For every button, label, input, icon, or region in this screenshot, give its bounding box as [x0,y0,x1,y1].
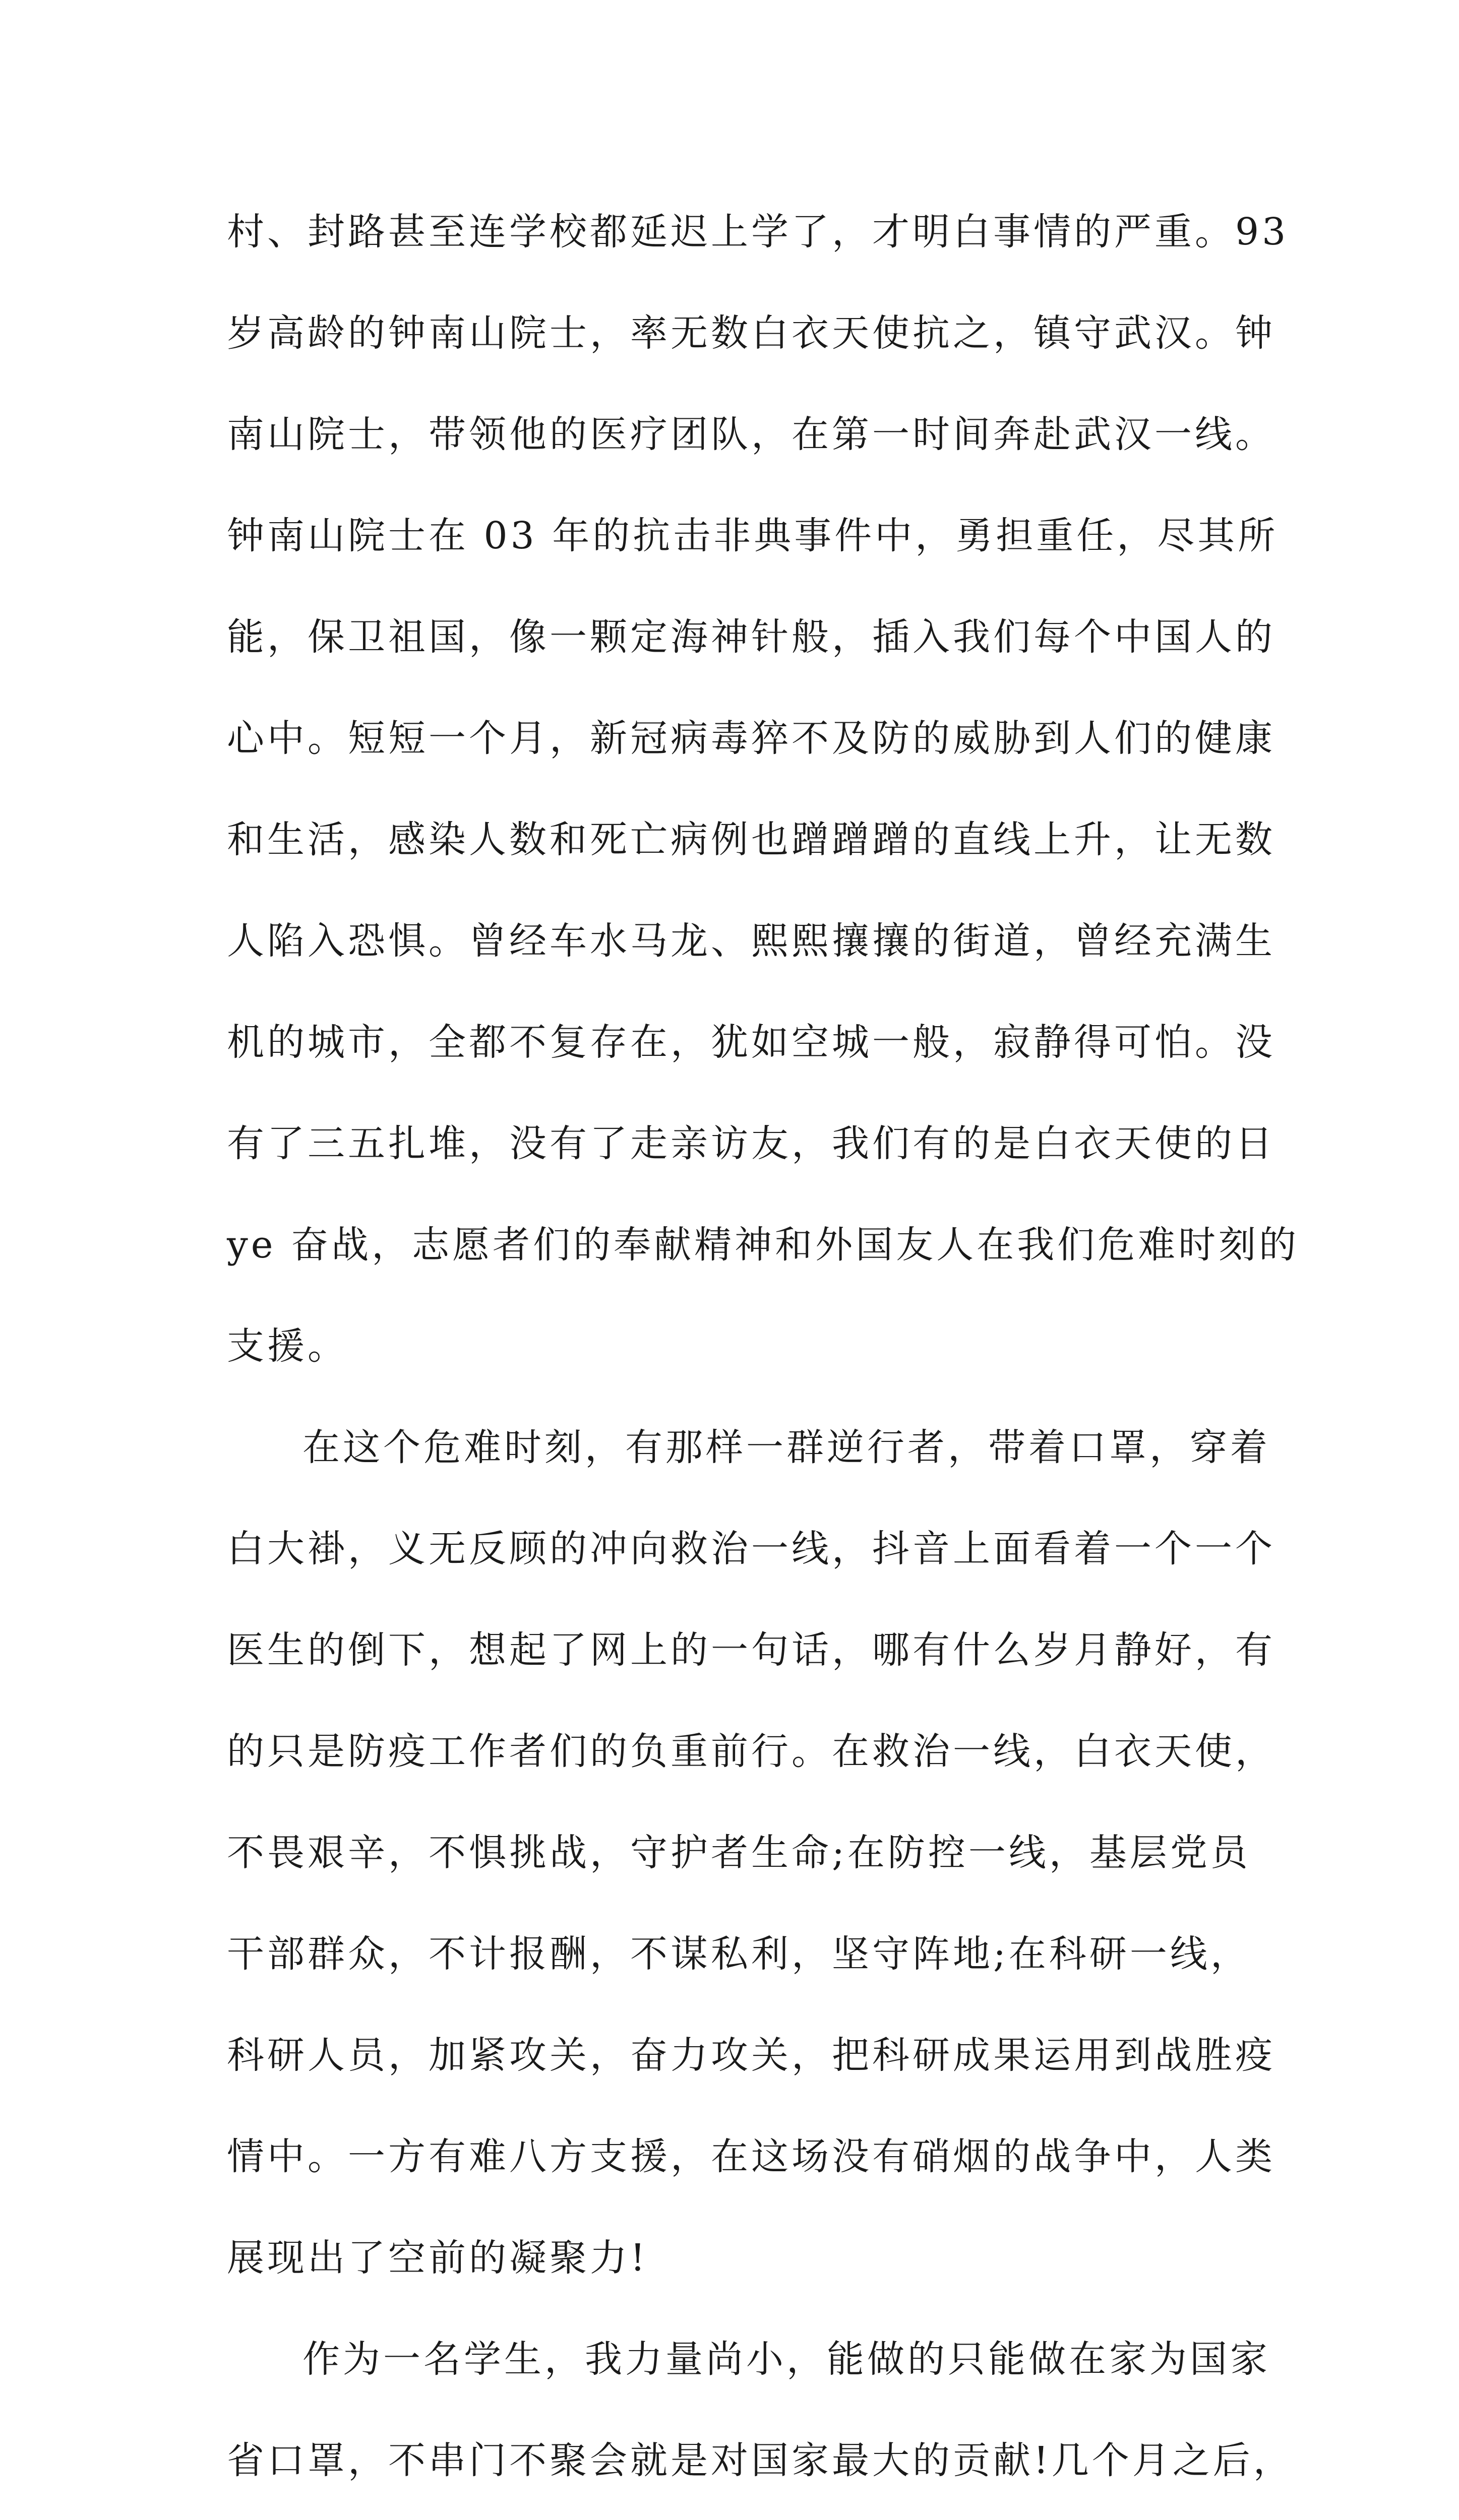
document-body [227,181,1300,2520]
text-line-indented: 作为一名学生，我力量尚小，能做的只能做在家为国家 [302,2338,1270,2381]
text-line: 心中。短短一个月，新冠病毒猝不及防的威胁到人们的健康 [227,717,1275,760]
text-line: 展现出了空前的凝聚力! [227,2236,648,2280]
text-line [227,2511,1260,2520]
text-line: ye 奋战，志愿者们的奉献精神和外国友人在我们危难时刻的 [227,1223,1300,1267]
text-line: 机的城市，全都不复存在，犹如空城一般，寂静得可怕。没 [227,1021,1275,1064]
text-line: 有了三五扎堆，没有了走亲访友，我们有的是白衣天使的日 [227,1122,1275,1165]
text-line: 干部群众，不计报酬，不谋私利，坚守阵地;在科研一线， [227,1932,1251,1976]
text-line: 岁高龄的钟南山院士，率无数白衣天使抗之，镇守武汉。钟 [227,311,1275,355]
text-line: 的只是防疫工作者们的负重前行。在救治一线，白衣天使， [227,1730,1275,1773]
text-line: 情中。一方有难八方支援，在这场没有硝烟的战争中，人类 [227,2135,1275,2178]
text-line: 人陷入恐惧。曾经车水马龙、熙熙攘攘的街道，曾经充满生 [227,919,1275,963]
paragraph-3 [227,2309,1294,2520]
text-line: 医生的倒下，想起了网上的一句话，哪有什么岁月静好，有 [227,1628,1275,1672]
text-line: 南山院士，带领他的医疗团队，在第一时间奔赴武汉一线。 [227,413,1275,456]
text-line: 科研人员，加紧攻关，奋力攻关，把科研成果运用到战胜疫 [227,2034,1275,2077]
text-line-indented: 在这个危难时刻，有那样一群逆行者，带着口罩，穿着 [302,1426,1270,1469]
paragraph-2 [227,1397,1275,2309]
text-line: 钟南山院士在 03 年的抗击非典事件中，勇担重任，尽其所 [227,514,1279,557]
text-line: 能，保卫祖国，像一颗定海神针般，插入我们每个中国人的 [227,615,1275,659]
text-line: 省口罩，不串门不聚会就是对国家最大的贡献!几个月之后， [227,2439,1294,2482]
text-line: 白大褂，义无反顾的冲向救治一线，抖音上面看着一个一个 [227,1527,1275,1570]
text-line: 不畏艰辛，不惧挑战，守护者生命;在防控一线，基层党员 [227,1831,1251,1874]
text-line: 和生活，感染人数和死亡病例也蹭蹭蹭的直线上升，让无数 [227,818,1275,861]
text-line: 村、封路甚至连学校都延迟上学了，才明白事情的严重。93 [227,210,1289,254]
text-line: 支援。 [227,1325,348,1368]
paragraph-1 [227,181,1300,1397]
